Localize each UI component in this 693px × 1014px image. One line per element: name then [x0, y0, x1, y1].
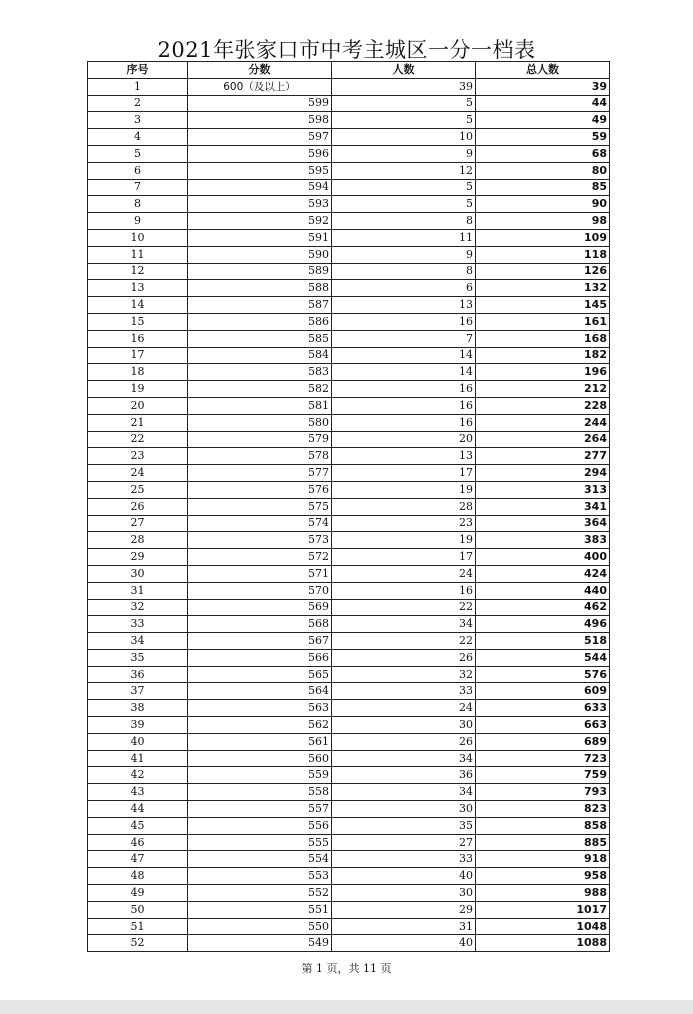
cell-seq: 9: [88, 213, 188, 230]
table-row: [88, 129, 610, 146]
table-row: [88, 313, 610, 330]
cell-score: 569: [188, 599, 332, 616]
cell-score: 584: [188, 347, 332, 364]
cell-count: 30: [332, 801, 476, 818]
cell-count: 33: [332, 683, 476, 700]
cell-total: 885: [476, 834, 610, 851]
cell-seq: 51: [88, 918, 188, 935]
cell-score: 586: [188, 313, 332, 330]
cell-seq: 2: [88, 95, 188, 112]
cell-seq: 46: [88, 834, 188, 851]
table-row: [88, 229, 610, 246]
table-row: [88, 666, 610, 683]
cell-count: 16: [332, 313, 476, 330]
cell-seq: 12: [88, 263, 188, 280]
cell-score: 600（及以上）: [188, 78, 332, 95]
table-row: [88, 95, 610, 112]
cell-total: 228: [476, 397, 610, 414]
table-row: [88, 213, 610, 230]
cell-score: 558: [188, 784, 332, 801]
cell-total: 244: [476, 414, 610, 431]
table-row: [88, 851, 610, 868]
cell-seq: 38: [88, 700, 188, 717]
cell-seq: 52: [88, 935, 188, 952]
cell-count: 34: [332, 750, 476, 767]
cell-score: 550: [188, 918, 332, 935]
cell-seq: 35: [88, 649, 188, 666]
table-row: [88, 465, 610, 482]
cell-seq: 8: [88, 196, 188, 213]
cell-count: 8: [332, 213, 476, 230]
cell-score: 565: [188, 666, 332, 683]
table-row: [88, 347, 610, 364]
cell-seq: 50: [88, 901, 188, 918]
cell-count: 16: [332, 414, 476, 431]
cell-count: 24: [332, 700, 476, 717]
cell-total: 182: [476, 347, 610, 364]
cell-total: 858: [476, 817, 610, 834]
cell-score: 559: [188, 767, 332, 784]
cell-total: 958: [476, 868, 610, 885]
table-row: [88, 733, 610, 750]
cell-count: 26: [332, 733, 476, 750]
cell-count: 11: [332, 229, 476, 246]
cell-seq: 4: [88, 129, 188, 146]
cell-score: 552: [188, 885, 332, 902]
cell-total: 633: [476, 700, 610, 717]
table-row: [88, 364, 610, 381]
cell-seq: 33: [88, 616, 188, 633]
cell-score: 568: [188, 616, 332, 633]
cell-score: 555: [188, 834, 332, 851]
cell-total: 132: [476, 280, 610, 297]
table-row: [88, 582, 610, 599]
table-row: [88, 397, 610, 414]
table-row: [88, 112, 610, 129]
cell-seq: 43: [88, 784, 188, 801]
cell-score: 564: [188, 683, 332, 700]
cell-seq: 40: [88, 733, 188, 750]
cell-count: 14: [332, 364, 476, 381]
table-row: [88, 616, 610, 633]
cell-count: 20: [332, 431, 476, 448]
cell-seq: 3: [88, 112, 188, 129]
cell-seq: 28: [88, 532, 188, 549]
cell-score: 570: [188, 582, 332, 599]
cell-count: 23: [332, 515, 476, 532]
cell-score: 588: [188, 280, 332, 297]
cell-seq: 14: [88, 297, 188, 314]
cell-count: 5: [332, 112, 476, 129]
cell-score: 549: [188, 935, 332, 952]
cell-total: 80: [476, 162, 610, 179]
table-row: [88, 817, 610, 834]
cell-score: 571: [188, 565, 332, 582]
cell-count: 40: [332, 868, 476, 885]
cell-count: 24: [332, 565, 476, 582]
cell-count: 5: [332, 179, 476, 196]
cell-score: 566: [188, 649, 332, 666]
cell-count: 35: [332, 817, 476, 834]
cell-score: 591: [188, 229, 332, 246]
cell-score: 578: [188, 448, 332, 465]
cell-count: 16: [332, 381, 476, 398]
cell-total: 400: [476, 549, 610, 566]
cell-count: 22: [332, 599, 476, 616]
cell-seq: 41: [88, 750, 188, 767]
cell-score: 594: [188, 179, 332, 196]
cell-total: 39: [476, 78, 610, 95]
cell-score: 580: [188, 414, 332, 431]
cell-count: 17: [332, 549, 476, 566]
table-row: [88, 633, 610, 650]
cell-count: 30: [332, 717, 476, 734]
table-row: [88, 885, 610, 902]
table-row: [88, 649, 610, 666]
cell-total: 496: [476, 616, 610, 633]
cell-count: 19: [332, 481, 476, 498]
cell-total: 44: [476, 95, 610, 112]
table-row: [88, 549, 610, 566]
cell-score: 556: [188, 817, 332, 834]
cell-count: 32: [332, 666, 476, 683]
cell-score: 583: [188, 364, 332, 381]
cell-total: 988: [476, 885, 610, 902]
cell-seq: 18: [88, 364, 188, 381]
cell-total: 544: [476, 649, 610, 666]
table-header-row: [88, 62, 610, 79]
cell-score: 595: [188, 162, 332, 179]
header-seq: 序号: [88, 62, 188, 79]
cell-score: 581: [188, 397, 332, 414]
cell-seq: 48: [88, 868, 188, 885]
cell-score: 585: [188, 330, 332, 347]
cell-seq: 34: [88, 633, 188, 650]
table-row: [88, 263, 610, 280]
cell-seq: 20: [88, 397, 188, 414]
cell-total: 294: [476, 465, 610, 482]
cell-score: 561: [188, 733, 332, 750]
cell-count: 34: [332, 616, 476, 633]
cell-total: 383: [476, 532, 610, 549]
cell-seq: 49: [88, 885, 188, 902]
cell-count: 29: [332, 901, 476, 918]
cell-seq: 6: [88, 162, 188, 179]
cell-score: 597: [188, 129, 332, 146]
cell-count: 13: [332, 448, 476, 465]
cell-seq: 29: [88, 549, 188, 566]
cell-total: 49: [476, 112, 610, 129]
table-row: [88, 599, 610, 616]
cell-seq: 11: [88, 246, 188, 263]
cell-score: 587: [188, 297, 332, 314]
cell-total: 90: [476, 196, 610, 213]
cell-count: 26: [332, 649, 476, 666]
cell-score: 576: [188, 481, 332, 498]
cell-count: 5: [332, 196, 476, 213]
table-row: [88, 700, 610, 717]
cell-score: 551: [188, 901, 332, 918]
cell-count: 33: [332, 851, 476, 868]
cell-total: 168: [476, 330, 610, 347]
cell-count: 31: [332, 918, 476, 935]
table-row: [88, 784, 610, 801]
cell-count: 14: [332, 347, 476, 364]
cell-count: 16: [332, 582, 476, 599]
cell-count: 9: [332, 246, 476, 263]
table-row: [88, 565, 610, 582]
cell-score: 563: [188, 700, 332, 717]
cell-seq: 47: [88, 851, 188, 868]
table-row: [88, 683, 610, 700]
cell-count: 16: [332, 397, 476, 414]
cell-score: 573: [188, 532, 332, 549]
table-row: [88, 246, 610, 263]
table-row: [88, 717, 610, 734]
cell-total: 118: [476, 246, 610, 263]
cell-total: 424: [476, 565, 610, 582]
cell-total: 1048: [476, 918, 610, 935]
cell-total: 609: [476, 683, 610, 700]
cell-seq: 7: [88, 179, 188, 196]
score-distribution-table: [87, 61, 610, 952]
cell-total: 264: [476, 431, 610, 448]
cell-total: 663: [476, 717, 610, 734]
table-row: [88, 801, 610, 818]
cell-total: 277: [476, 448, 610, 465]
cell-score: 554: [188, 851, 332, 868]
cell-total: 68: [476, 145, 610, 162]
cell-score: 592: [188, 213, 332, 230]
cell-seq: 23: [88, 448, 188, 465]
cell-total: 689: [476, 733, 610, 750]
table-row: [88, 935, 610, 952]
cell-total: 85: [476, 179, 610, 196]
cell-score: 579: [188, 431, 332, 448]
cell-count: 6: [332, 280, 476, 297]
cell-total: 918: [476, 851, 610, 868]
cell-seq: 15: [88, 313, 188, 330]
cell-score: 574: [188, 515, 332, 532]
cell-total: 576: [476, 666, 610, 683]
page-title: 2021年张家口市中考主城区一分一档表: [157, 38, 536, 62]
cell-count: 12: [332, 162, 476, 179]
cell-seq: 42: [88, 767, 188, 784]
cell-total: 313: [476, 481, 610, 498]
cell-score: 553: [188, 868, 332, 885]
cell-score: 590: [188, 246, 332, 263]
cell-total: 126: [476, 263, 610, 280]
cell-total: 59: [476, 129, 610, 146]
cell-seq: 32: [88, 599, 188, 616]
cell-count: 13: [332, 297, 476, 314]
table-row: [88, 196, 610, 213]
cell-seq: 16: [88, 330, 188, 347]
table-row: [88, 481, 610, 498]
cell-seq: 5: [88, 145, 188, 162]
cell-seq: 10: [88, 229, 188, 246]
table-row: [88, 767, 610, 784]
cell-count: 5: [332, 95, 476, 112]
cell-score: 599: [188, 95, 332, 112]
cell-count: 40: [332, 935, 476, 952]
cell-score: 557: [188, 801, 332, 818]
cell-total: 1017: [476, 901, 610, 918]
cell-count: 30: [332, 885, 476, 902]
cell-seq: 27: [88, 515, 188, 532]
cell-total: 145: [476, 297, 610, 314]
cell-seq: 21: [88, 414, 188, 431]
cell-score: 577: [188, 465, 332, 482]
cell-seq: 37: [88, 683, 188, 700]
header-total: 总人数: [476, 62, 610, 79]
cell-score: 567: [188, 633, 332, 650]
table-row: [88, 381, 610, 398]
table-row: [88, 280, 610, 297]
cell-count: 19: [332, 532, 476, 549]
cell-total: 98: [476, 213, 610, 230]
header-count: 人数: [332, 62, 476, 79]
cell-total: 723: [476, 750, 610, 767]
cell-count: 7: [332, 330, 476, 347]
cell-total: 793: [476, 784, 610, 801]
cell-count: 9: [332, 145, 476, 162]
cell-seq: 17: [88, 347, 188, 364]
cell-total: 759: [476, 767, 610, 784]
table-row: [88, 750, 610, 767]
table-row: [88, 179, 610, 196]
table-row: [88, 431, 610, 448]
page-footer: 第 1 页，共 11 页: [301, 962, 392, 975]
table-body: [88, 78, 610, 951]
cell-total: 196: [476, 364, 610, 381]
cell-total: 109: [476, 229, 610, 246]
cell-count: 8: [332, 263, 476, 280]
cell-seq: 24: [88, 465, 188, 482]
cell-total: 440: [476, 582, 610, 599]
table-row: [88, 868, 610, 885]
cell-seq: 26: [88, 498, 188, 515]
table-row: [88, 834, 610, 851]
table-row: [88, 901, 610, 918]
cell-count: 36: [332, 767, 476, 784]
cell-seq: 39: [88, 717, 188, 734]
viewer-bottom-bar: [0, 1000, 693, 1014]
cell-seq: 45: [88, 817, 188, 834]
cell-count: 39: [332, 78, 476, 95]
table-row: [88, 145, 610, 162]
cell-seq: 30: [88, 565, 188, 582]
cell-total: 341: [476, 498, 610, 515]
cell-total: 364: [476, 515, 610, 532]
cell-score: 572: [188, 549, 332, 566]
cell-score: 598: [188, 112, 332, 129]
cell-seq: 31: [88, 582, 188, 599]
cell-total: 518: [476, 633, 610, 650]
table-row: [88, 330, 610, 347]
cell-score: 582: [188, 381, 332, 398]
cell-score: 589: [188, 263, 332, 280]
cell-count: 17: [332, 465, 476, 482]
cell-seq: 36: [88, 666, 188, 683]
cell-seq: 22: [88, 431, 188, 448]
cell-seq: 1: [88, 78, 188, 95]
cell-total: 212: [476, 381, 610, 398]
cell-score: 562: [188, 717, 332, 734]
cell-score: 575: [188, 498, 332, 515]
cell-total: 161: [476, 313, 610, 330]
cell-score: 560: [188, 750, 332, 767]
cell-seq: 44: [88, 801, 188, 818]
cell-total: 462: [476, 599, 610, 616]
cell-seq: 19: [88, 381, 188, 398]
cell-count: 34: [332, 784, 476, 801]
table-row: [88, 498, 610, 515]
cell-total: 823: [476, 801, 610, 818]
cell-count: 22: [332, 633, 476, 650]
header-score: 分数: [188, 62, 332, 79]
cell-score: 593: [188, 196, 332, 213]
table-row: [88, 448, 610, 465]
table-row: [88, 515, 610, 532]
cell-count: 10: [332, 129, 476, 146]
table-row: [88, 532, 610, 549]
table-row: [88, 414, 610, 431]
table-row: [88, 918, 610, 935]
cell-seq: 13: [88, 280, 188, 297]
cell-total: 1088: [476, 935, 610, 952]
cell-seq: 25: [88, 481, 188, 498]
table-row: [88, 162, 610, 179]
table-row: [88, 78, 610, 95]
cell-count: 27: [332, 834, 476, 851]
cell-score: 596: [188, 145, 332, 162]
cell-count: 28: [332, 498, 476, 515]
table-row: [88, 297, 610, 314]
